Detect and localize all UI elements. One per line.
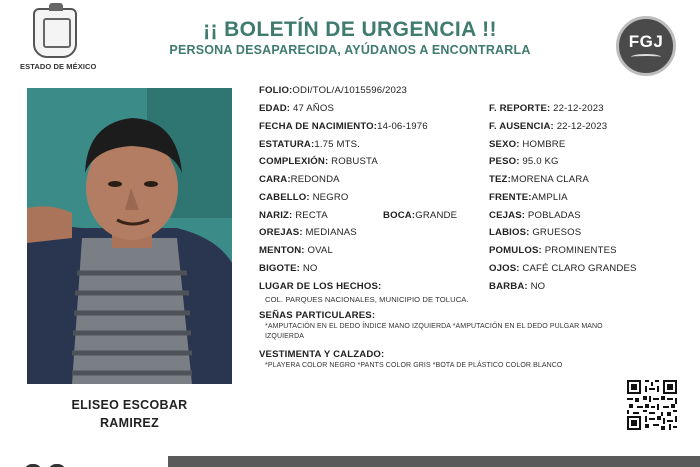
field-pomulos [489, 245, 617, 256]
field-boca [383, 210, 457, 221]
field-folio-value: ODI/TOL/A/1015596/2023 [292, 85, 407, 96]
field-f-reporte-label: F. REPORTE: [489, 103, 551, 114]
person-photo [27, 88, 232, 384]
field-sexo [489, 139, 565, 150]
field-cabello-value: NEGRO [309, 192, 349, 203]
senas-label: SEÑAS PARTICULARES: [259, 310, 376, 321]
field-edad-label: EDAD: [259, 103, 291, 114]
field-complexion-label: COMPLEXIÓN: [259, 156, 329, 167]
person-name [27, 396, 232, 432]
field-menton-label: MENTON: [259, 245, 305, 256]
field-peso [489, 156, 559, 167]
field-complexion [259, 156, 378, 167]
senas-line1: *AMPUTACIÓN EN EL DEDO ÍNDICE MANO IZQUIERDA *AMPUTACIÓN EN EL DEDO PULGAR MANO [265, 323, 603, 330]
field-bigote-value: NO [300, 263, 318, 274]
lugar-value: COL. PARQUES NACIONALES, MUNICIPIO DE TOLUCA. [265, 295, 469, 304]
person-name-line1: ELISEO ESCOBAR [71, 398, 188, 412]
field-cabello [259, 192, 349, 203]
field-peso-label: PESO: [489, 156, 520, 167]
field-cara-value: REDONDA [290, 174, 340, 185]
field-cara [259, 174, 340, 185]
field-bigote [259, 263, 318, 274]
field-tez-label: TEZ: [489, 174, 511, 185]
field-estatura-value: 1.75 MTS. [314, 139, 360, 150]
field-ojos [489, 263, 637, 274]
field-estatura [259, 139, 360, 150]
field-tez-value: MORENA CLARA [510, 174, 589, 185]
field-menton-value: OVAL [304, 245, 333, 256]
field-ojos-label: OJOS: [489, 263, 520, 274]
field-cabello-label: CABELLO: [259, 192, 310, 203]
estado-label: ESTADO DE MÉXICO [20, 62, 97, 71]
field-f-reporte [489, 103, 604, 114]
field-f-ausencia-value: 22-12-2023 [553, 121, 608, 132]
field-ojos-value: CAFÉ CLARO GRANDES [519, 263, 637, 274]
bulletin-subtitle: PERSONA DESAPARECIDA, AYÚDANOS A ENCONTRARLA [169, 43, 531, 57]
person-name-line2: RAMIREZ [99, 416, 160, 430]
estado-logo [20, 8, 97, 71]
field-edad [259, 103, 334, 114]
field-cejas [489, 210, 581, 221]
field-cejas-label: CEJAS: [489, 210, 526, 221]
field-boca-value: GRANDE [415, 210, 458, 221]
bottom-bar [168, 456, 700, 467]
field-menton [259, 245, 333, 256]
field-nariz-value: RECTA [292, 210, 328, 221]
field-fecha-nacimiento [259, 121, 428, 132]
qr-code-icon[interactable] [625, 378, 679, 432]
field-fecha-nacimiento-value: 14-06-1976 [377, 121, 428, 132]
vestimenta-label: VESTIMENTA Y CALZADO: [259, 349, 385, 360]
field-f-ausencia [489, 121, 607, 132]
field-barba [489, 281, 545, 292]
field-edad-value: 47 AÑOS [290, 103, 335, 114]
field-complexion-value: ROBUSTA [328, 156, 378, 167]
field-frente [489, 192, 568, 203]
field-peso-value: 95.0 KG [519, 156, 559, 167]
bulletin-title: ¡¡ BOLETÍN DE URGENCIA !! [203, 18, 497, 41]
field-nariz-label: NARIZ: [259, 210, 293, 221]
field-labios [489, 227, 581, 238]
field-frente-value: AMPLIA [531, 192, 568, 203]
field-boca-label: BOCA: [383, 210, 416, 221]
field-f-reporte-value: 22-12-2023 [550, 103, 604, 114]
field-nariz [259, 210, 328, 221]
fgj-wing-mark [631, 54, 661, 60]
field-folio-label: FOLIO: [259, 85, 293, 96]
field-fecha-nacimiento-label: FECHA DE NACIMIENTO: [259, 121, 378, 132]
field-cejas-value: POBLADAS [525, 210, 581, 221]
field-labios-value: GRUESOS [529, 227, 582, 238]
vestimenta-value: *PLAYERA COLOR NEGRO *PANTS COLOR GRIS *BOTA DE PLÁSTICO COLOR BLANCO [265, 362, 563, 369]
field-bigote-label: BIGOTE: [259, 263, 301, 274]
fgj-logo-icon [616, 16, 676, 76]
field-orejas [259, 227, 357, 238]
field-folio [259, 85, 407, 96]
field-cara-label: CARA: [259, 174, 291, 185]
field-orejas-value: MEDIANAS [302, 227, 357, 238]
senas-line2: IZQUIERDA [265, 333, 305, 340]
field-f-ausencia-label: F. AUSENCIA: [489, 121, 554, 132]
field-frente-label: FRENTE: [489, 192, 532, 203]
field-estatura-label: ESTATURA: [259, 139, 315, 150]
field-labios-label: LABIOS: [489, 227, 530, 238]
field-barba-label: BARBA: [489, 281, 528, 292]
field-pomulos-label: POMULOS: [489, 245, 542, 256]
lugar-label: LUGAR DE LOS HECHOS: [259, 281, 382, 292]
bottom-logo-mark [24, 459, 84, 467]
field-sexo-label: SEXO: [489, 139, 520, 150]
field-orejas-label: OREJAS: [259, 227, 303, 238]
field-barba-value: NO [527, 281, 546, 292]
field-sexo-value: HOMBRE [519, 139, 566, 150]
fgj-logo-text: FGJ [628, 32, 664, 51]
state-seal-icon [33, 8, 77, 58]
field-tez [489, 174, 589, 185]
field-pomulos-value: PROMINENTES [541, 245, 617, 256]
